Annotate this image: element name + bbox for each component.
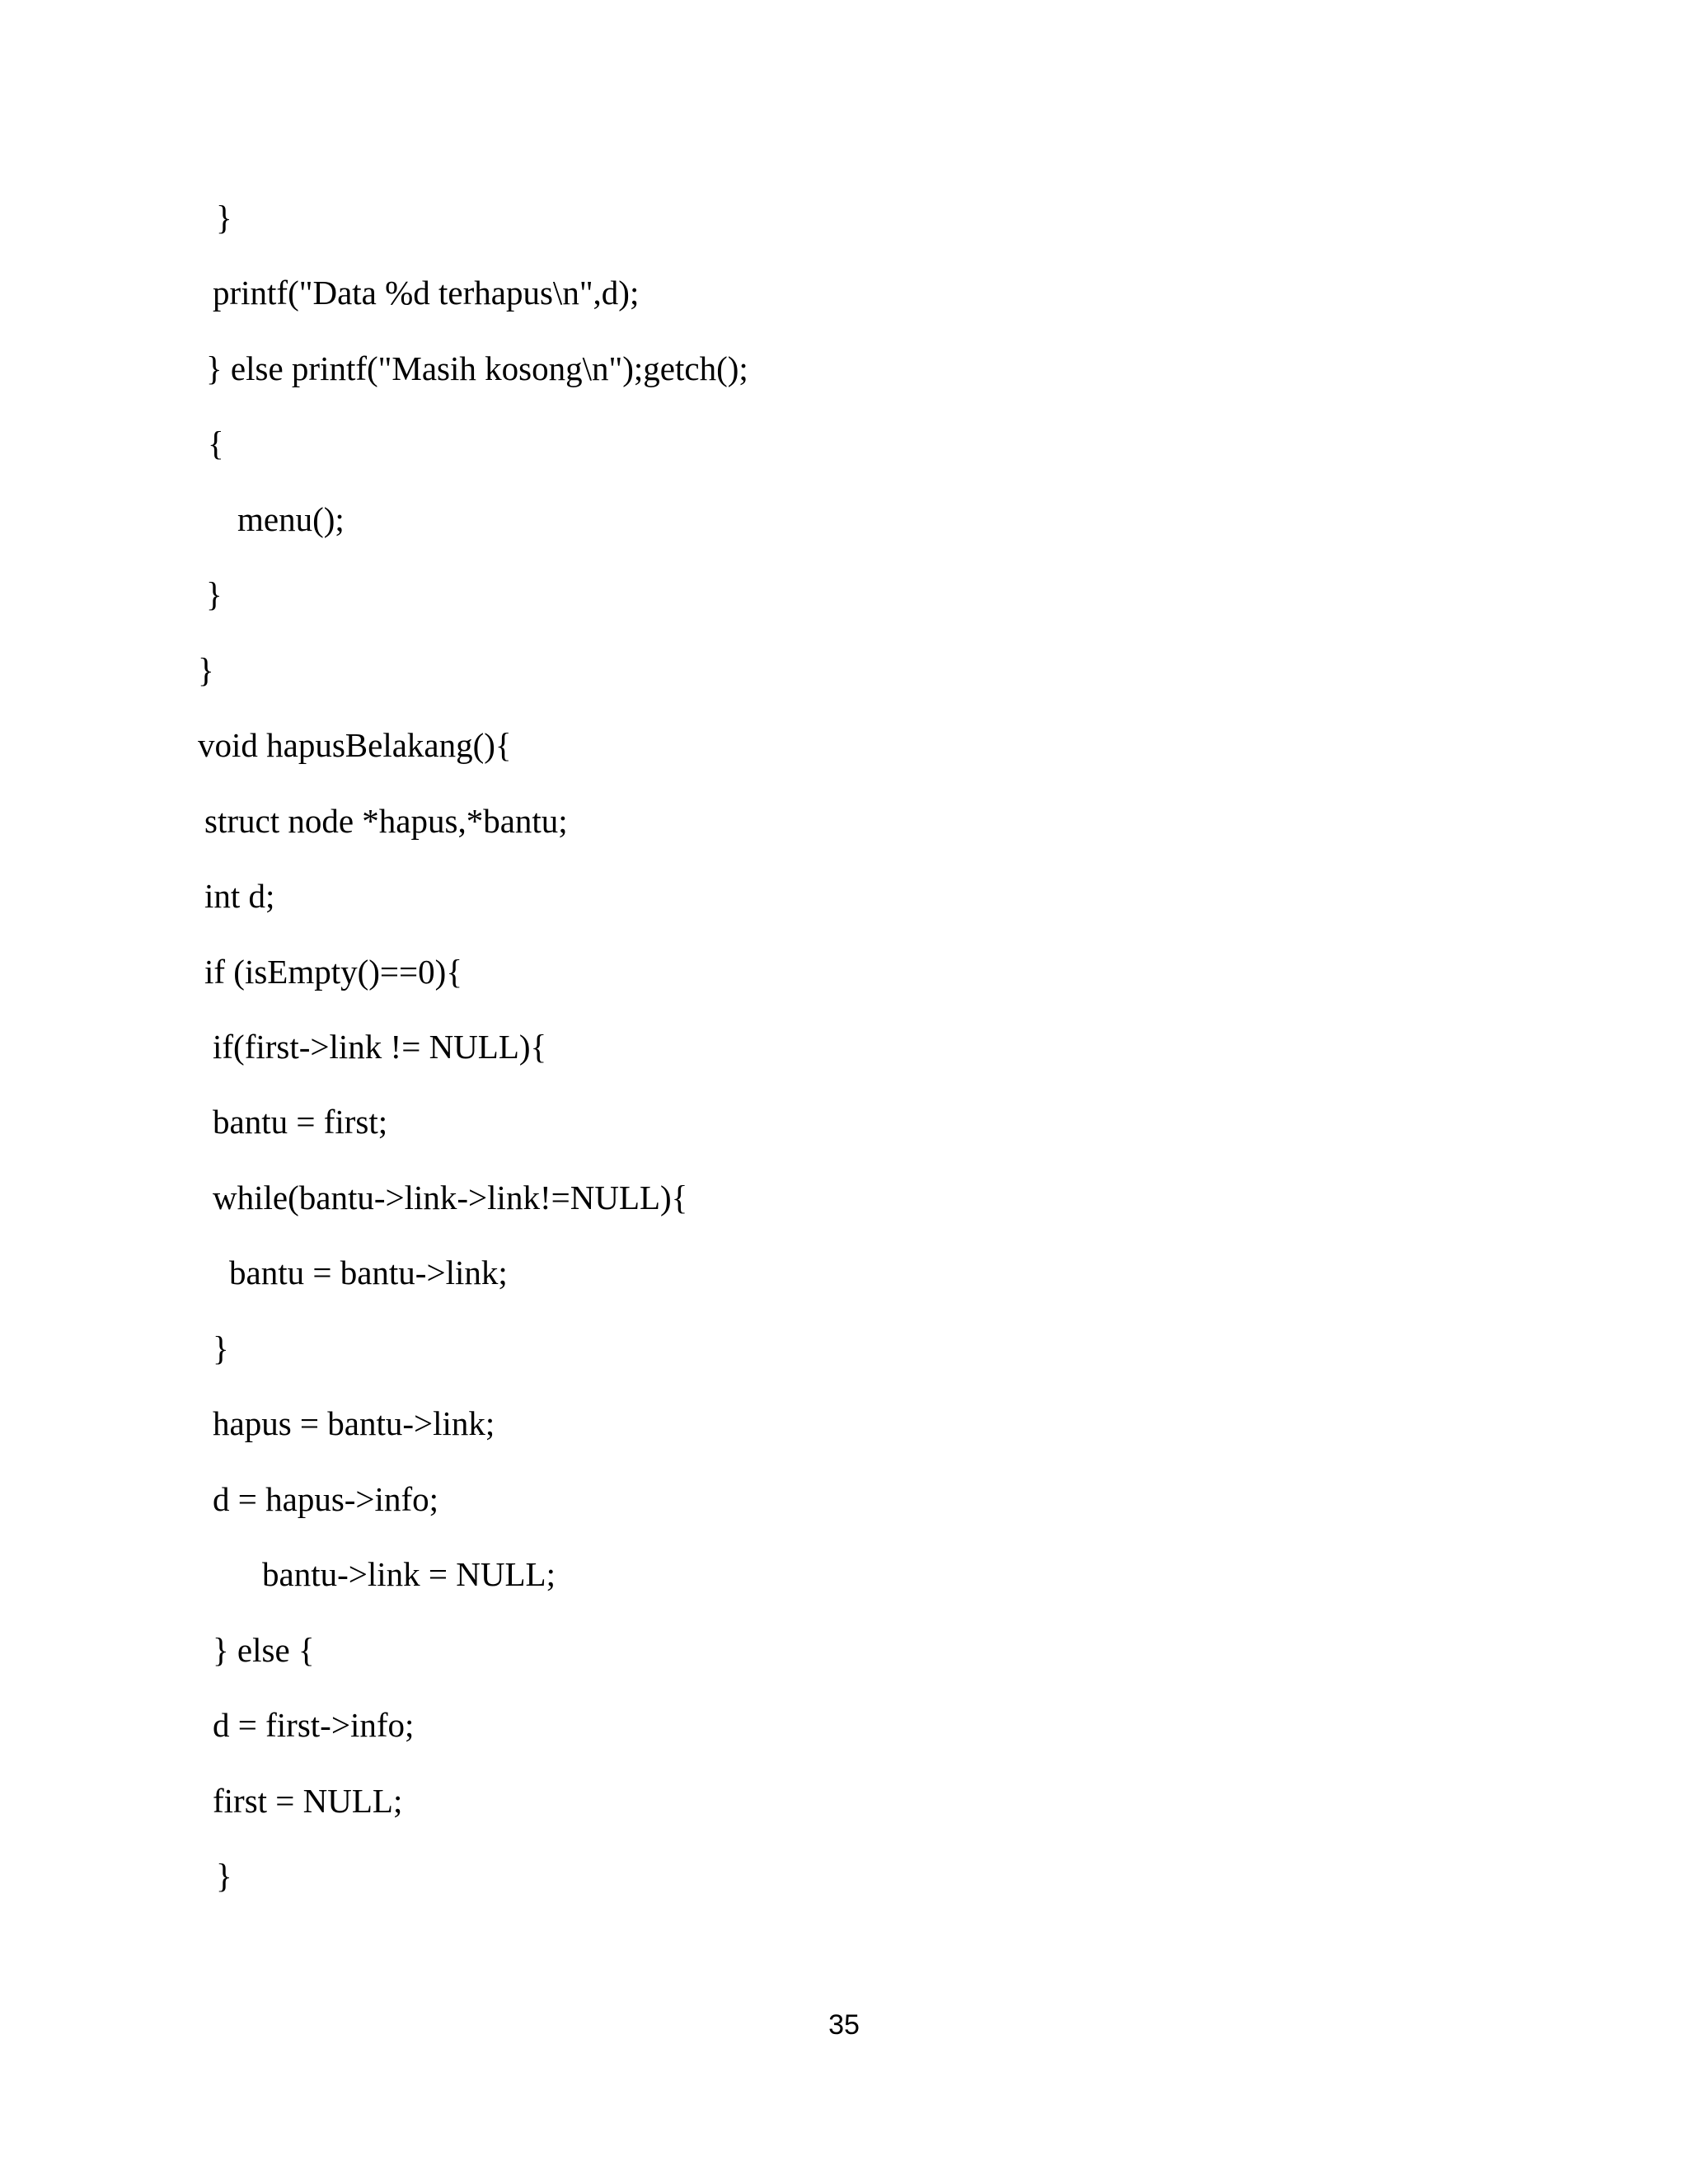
code-line-8: void hapusBelakang(){ [198,726,512,764]
code-line-15: bantu = bantu->link; [229,1254,508,1291]
code-line-20: } else { [213,1631,315,1669]
code-line-5: menu(); [237,500,345,538]
code-line-21: d = first->info; [213,1706,415,1744]
code-line-17: hapus = bantu->link; [213,1404,495,1442]
code-line-6: } [206,575,223,613]
code-line-2: printf("Data %d terhapus\n",d); [213,274,640,312]
code-line-22: first = NULL; [213,1782,403,1820]
code-line-4: { [208,424,224,462]
code-line-9: struct node *hapus,*bantu; [204,802,568,840]
code-line-7: } [198,651,214,689]
page-number: 35 [828,2009,860,2041]
code-line-10: int d; [204,877,275,915]
code-line-16: } [213,1329,229,1367]
code-line-13: bantu = first; [213,1103,388,1141]
code-line-1: } [216,199,232,237]
code-line-12: if(first->link != NULL){ [213,1028,547,1066]
code-line-23: } [216,1857,232,1895]
code-line-14: while(bantu->link->link!=NULL){ [213,1179,688,1216]
code-line-3: } else printf("Masih kosong\n");getch(); [206,349,748,387]
code-line-18: d = hapus->info; [213,1480,438,1518]
code-line-11: if (isEmpty()==0){ [204,953,463,991]
code-line-19: bantu->link = NULL; [262,1555,556,1593]
